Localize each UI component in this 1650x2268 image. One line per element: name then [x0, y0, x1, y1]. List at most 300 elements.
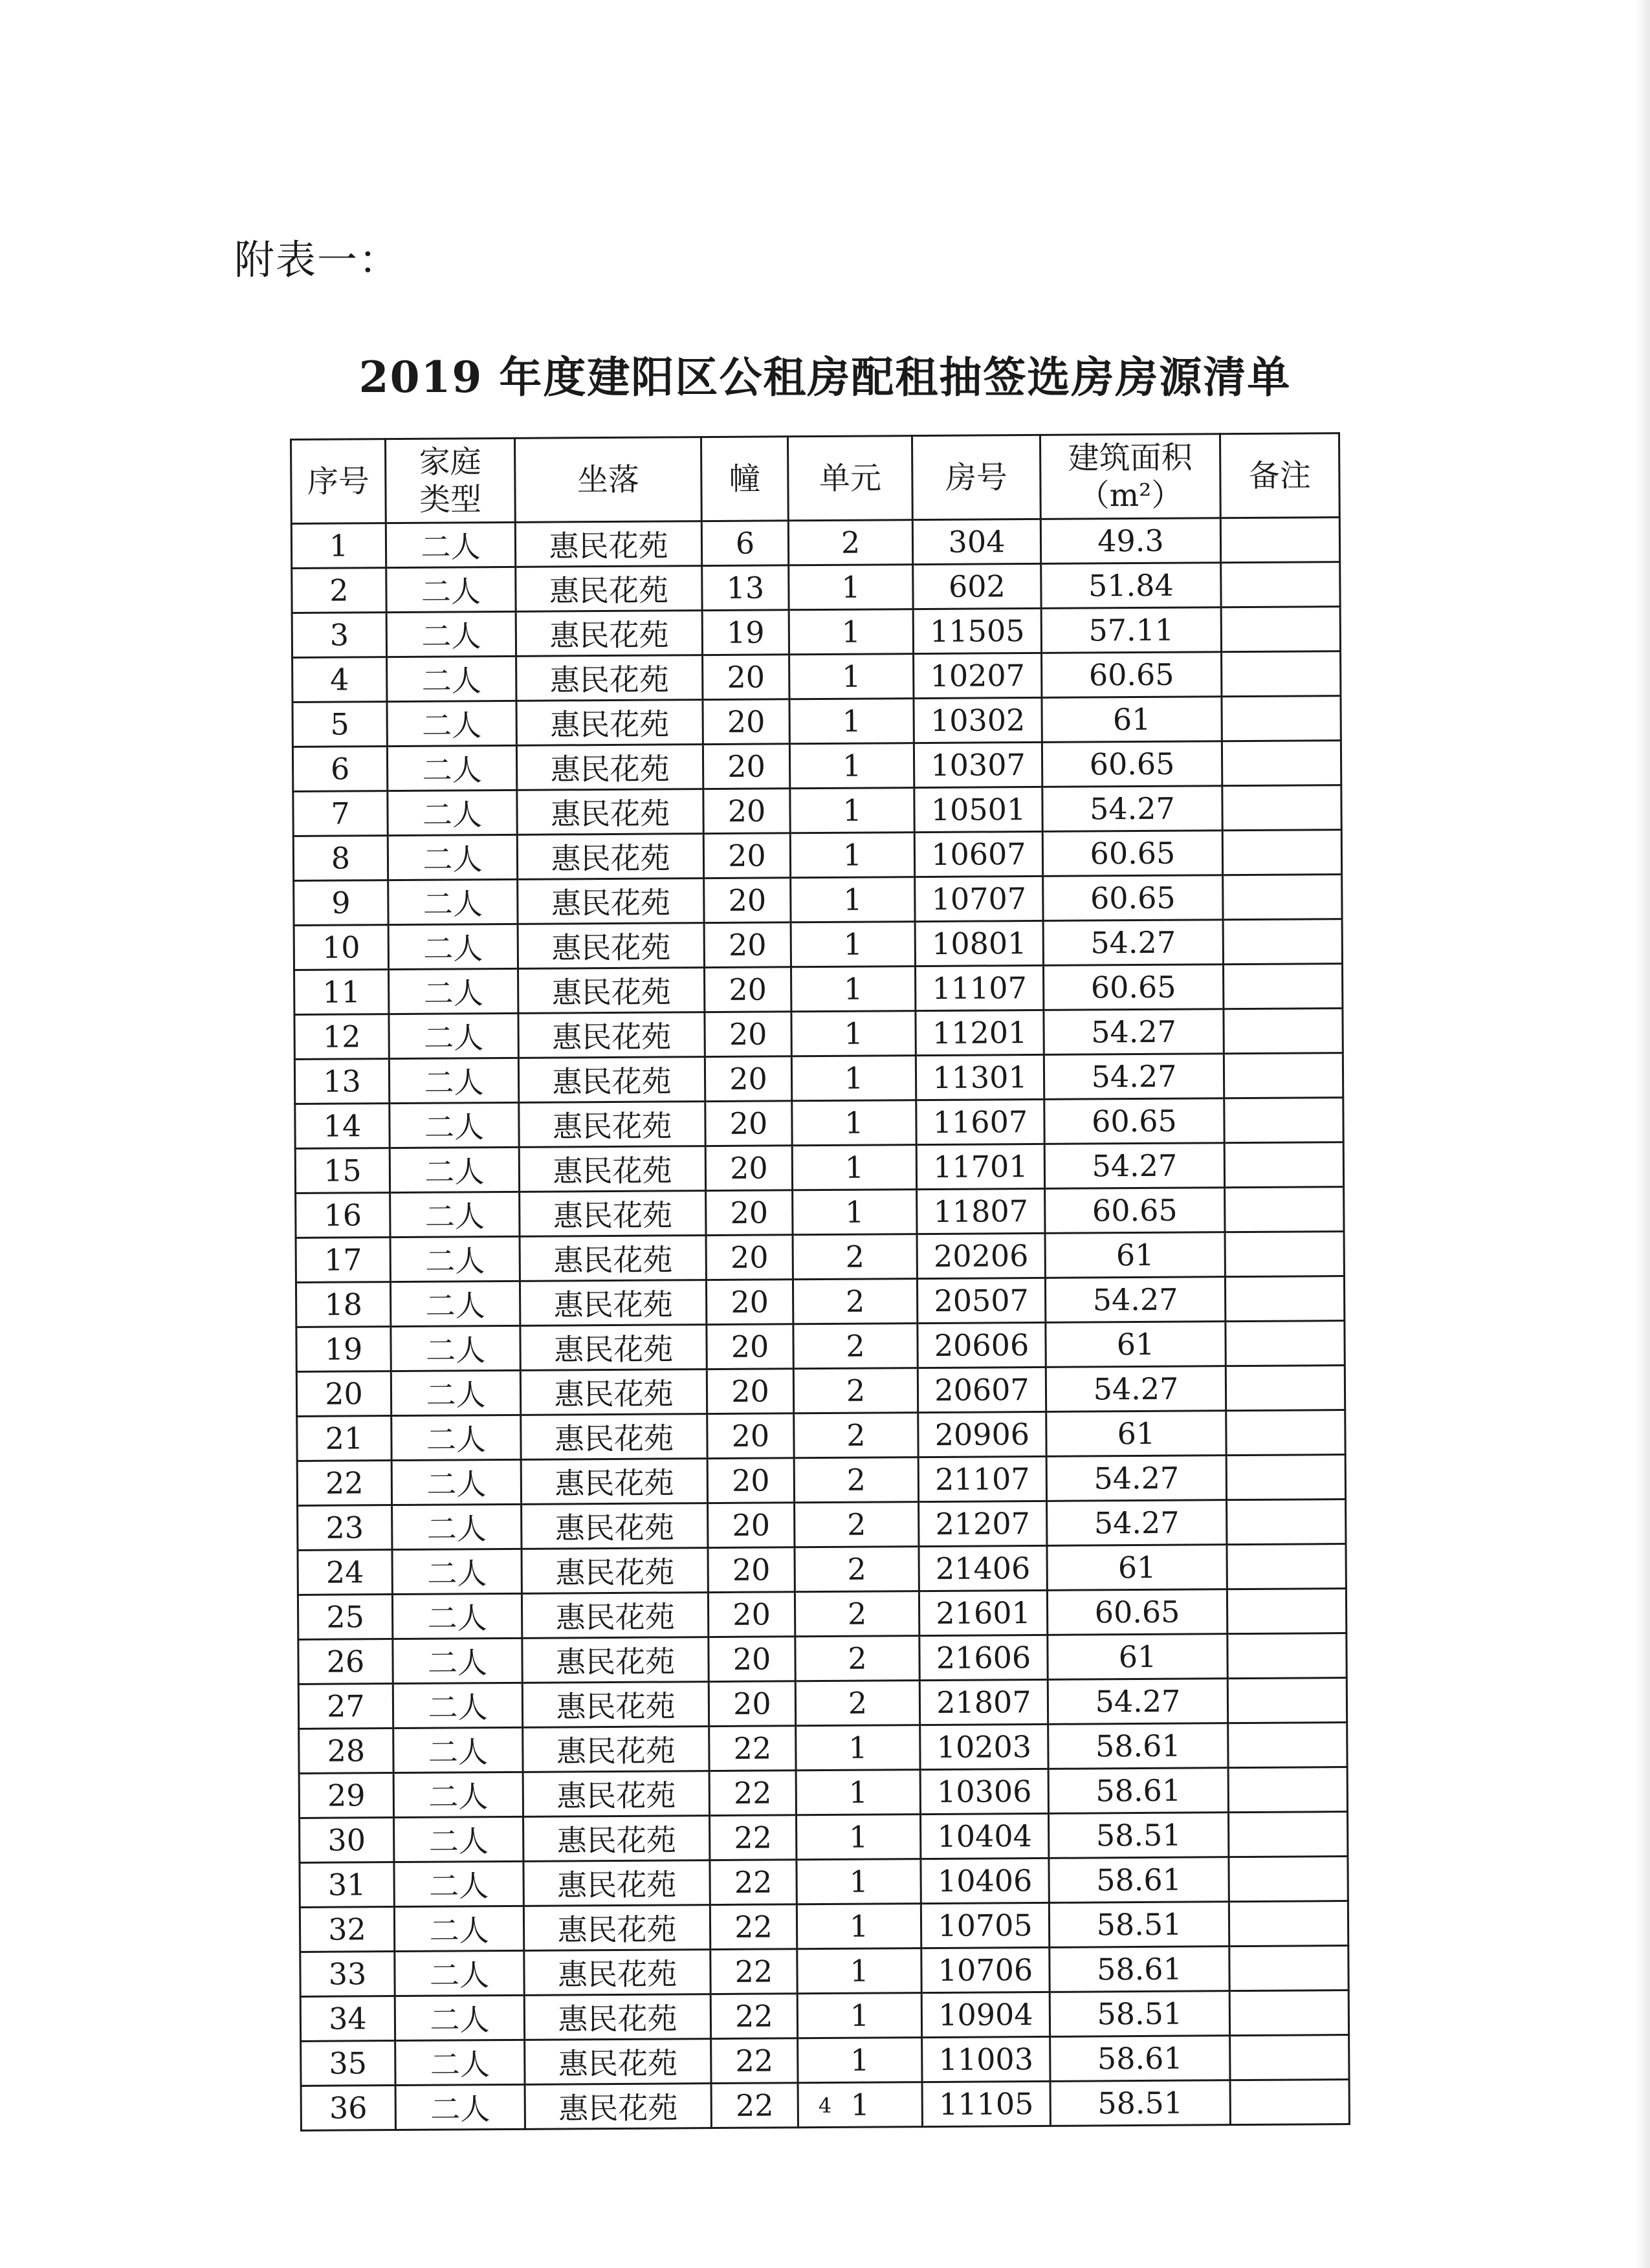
cell-location: 惠民花苑: [523, 1727, 709, 1772]
cell-unit: 1: [797, 1993, 921, 2038]
cell-area: 61: [1042, 697, 1222, 743]
cell-building: 22: [711, 2038, 798, 2084]
cell-unit: 1: [790, 788, 914, 833]
header-unit: 单元: [787, 436, 912, 521]
cell-room: 10706: [921, 1947, 1050, 1992]
cell-area: 61: [1045, 1232, 1225, 1278]
cell-building: 20: [703, 699, 789, 745]
cell-location: 惠民花苑: [516, 700, 703, 746]
cell-family-type: 二人: [389, 1013, 518, 1058]
cell-location: 惠民花苑: [518, 968, 705, 1014]
cell-location: 惠民花苑: [522, 1637, 709, 1683]
cell-building: 22: [710, 1860, 797, 1905]
cell-room: 20906: [918, 1412, 1046, 1457]
cell-area: 49.3: [1040, 518, 1220, 564]
cell-room: 10707: [915, 876, 1043, 921]
cell-room: 21807: [919, 1679, 1048, 1725]
header-area-line1: 建筑面积: [1068, 439, 1193, 477]
cell-area: 60.65: [1043, 875, 1223, 921]
cell-remark: [1227, 1678, 1347, 1723]
cell-room: 21107: [918, 1456, 1046, 1501]
cell-room: 20206: [917, 1233, 1045, 1278]
cell-building: 22: [709, 1771, 796, 1816]
cell-family-type: 二人: [391, 1459, 521, 1505]
cell-building: 20: [703, 744, 789, 789]
cell-area: 54.27: [1048, 1679, 1227, 1725]
cell-building: 20: [707, 1369, 793, 1414]
cell-location: 惠民花苑: [516, 655, 703, 701]
cell-family-type: 二人: [386, 611, 516, 657]
cell-remark: [1228, 1723, 1347, 1768]
cell-area: 54.27: [1047, 1500, 1227, 1546]
cell-location: 惠民花苑: [520, 1191, 706, 1237]
housing-listing-table: [290, 432, 1350, 2132]
cell-remark: [1227, 1544, 1346, 1589]
cell-no: 27: [298, 1684, 393, 1729]
cell-building: 20: [708, 1592, 795, 1637]
header-family-type-line1: 家庭: [419, 443, 481, 481]
cell-building: 20: [709, 1637, 795, 1682]
cell-unit: 1: [789, 743, 914, 789]
cell-no: 20: [296, 1371, 391, 1417]
cell-unit: 2: [793, 1234, 917, 1280]
table-row: [292, 607, 1340, 658]
cell-unit: 1: [789, 609, 913, 655]
cell-area: 61: [1046, 1322, 1226, 1368]
cell-remark: [1229, 1990, 1348, 2036]
cell-unit: 1: [793, 1190, 917, 1235]
cell-unit: 1: [789, 565, 913, 610]
header-no: 序号: [291, 439, 386, 524]
cell-area: 54.27: [1044, 1143, 1224, 1189]
cell-room: 10302: [914, 697, 1042, 743]
cell-family-type: 二人: [389, 1058, 518, 1103]
cell-building: 20: [703, 655, 789, 700]
cell-family-type: 二人: [388, 790, 517, 835]
cell-no: 6: [292, 747, 387, 792]
cell-location: 惠民花苑: [522, 1548, 708, 1594]
cell-remark: [1227, 1633, 1347, 1679]
cell-no: 17: [296, 1238, 390, 1283]
cell-location: 惠民花苑: [516, 611, 702, 657]
cell-building: 20: [706, 1235, 793, 1280]
cell-remark: [1225, 1232, 1344, 1277]
cell-building: 22: [711, 2083, 798, 2128]
cell-remark: [1222, 741, 1341, 786]
cell-building: 20: [705, 1101, 792, 1146]
cell-remark: [1223, 875, 1342, 920]
header-area: [1040, 434, 1220, 519]
table-row: [292, 651, 1341, 703]
header-area-line2: （m²）: [1078, 477, 1183, 514]
cell-location: 惠民花苑: [520, 1280, 706, 1326]
table-row: [297, 1410, 1345, 1461]
cell-building: 20: [705, 967, 791, 1012]
cell-room: 11505: [913, 608, 1041, 653]
cell-area: 58.51: [1050, 1991, 1229, 2037]
table-row: [293, 830, 1341, 881]
cell-location: 惠民花苑: [520, 1325, 707, 1371]
cell-unit: 2: [795, 1636, 919, 1681]
table-row: [301, 2035, 1349, 2086]
cell-area: 60.65: [1044, 1098, 1224, 1144]
cell-area: 61: [1046, 1411, 1226, 1457]
cell-family-type: 二人: [393, 1772, 523, 1817]
cell-no: 12: [294, 1014, 389, 1060]
cell-building: 19: [702, 610, 789, 655]
cell-area: 58.61: [1050, 1946, 1229, 1992]
table-row: [295, 1098, 1343, 1149]
cell-room: 10406: [921, 1858, 1049, 1903]
cell-location: 惠民花苑: [519, 1146, 705, 1192]
cell-remark: [1226, 1321, 1345, 1366]
table-row: [296, 1321, 1345, 1372]
cell-location: 惠民花苑: [520, 1236, 706, 1281]
cell-unit: 1: [798, 2038, 922, 2083]
table-row: [292, 562, 1340, 613]
cell-area: 57.11: [1041, 607, 1221, 653]
cell-location: 惠民花苑: [522, 1503, 708, 1549]
cell-remark: [1229, 1857, 1348, 1902]
cell-family-type: 二人: [386, 567, 516, 612]
cell-no: 31: [300, 1862, 394, 1908]
cell-remark: [1220, 518, 1339, 563]
cell-family-type: 二人: [395, 1995, 524, 2040]
cell-unit: 1: [797, 1904, 921, 1949]
cell-unit: 2: [788, 520, 912, 565]
cell-room: 11107: [916, 965, 1044, 1010]
table-row: [294, 1009, 1343, 1060]
cell-family-type: 二人: [387, 745, 516, 791]
cell-family-type: 二人: [390, 1102, 519, 1148]
cell-family-type: 二人: [393, 1683, 522, 1728]
cell-remark: [1225, 1276, 1344, 1322]
cell-no: 4: [292, 657, 387, 703]
table-row: [299, 1767, 1347, 1818]
header-family-type-line2: 类型: [419, 481, 482, 518]
cell-remark: [1224, 1142, 1343, 1188]
cell-unit: 2: [794, 1413, 918, 1458]
cell-family-type: 二人: [388, 834, 517, 880]
cell-remark: [1222, 651, 1341, 697]
cell-no: 7: [293, 791, 388, 836]
cell-remark: [1224, 1098, 1343, 1143]
cell-location: 惠民花苑: [525, 2084, 711, 2130]
table-row: [294, 1053, 1343, 1104]
cell-building: 20: [707, 1458, 794, 1503]
table-row: [299, 1723, 1347, 1774]
cell-family-type: 二人: [394, 1816, 523, 1862]
cell-location: 惠民花苑: [518, 1057, 705, 1103]
table-body: [291, 518, 1349, 2131]
cell-family-type: 二人: [395, 2084, 525, 2130]
cell-room: 304: [912, 519, 1040, 564]
cell-unit: 1: [792, 1145, 916, 1190]
cell-room: 10705: [921, 1903, 1049, 1948]
cell-room: 20606: [918, 1322, 1046, 1368]
table-row: [295, 1142, 1343, 1194]
cell-unit: 1: [796, 1725, 920, 1771]
cell-no: 32: [300, 1907, 394, 1952]
table-row: [300, 1946, 1348, 1997]
cell-room: 11607: [916, 1099, 1044, 1144]
table-row: [296, 1366, 1345, 1417]
cell-no: 9: [294, 880, 388, 926]
cell-no: 35: [301, 2041, 395, 2086]
table-row: [292, 696, 1341, 747]
cell-family-type: 二人: [392, 1549, 522, 1594]
cell-building: 20: [703, 789, 790, 834]
cell-building: 20: [708, 1547, 795, 1593]
cell-area: 58.61: [1049, 1857, 1229, 1903]
cell-building: 20: [705, 1056, 791, 1102]
cell-location: 惠民花苑: [521, 1459, 707, 1505]
cell-area: 54.27: [1046, 1366, 1226, 1412]
cell-location: 惠民花苑: [521, 1414, 707, 1460]
cell-no: 3: [292, 613, 386, 658]
cell-area: 60.65: [1047, 1589, 1227, 1635]
cell-location: 惠民花苑: [516, 566, 702, 612]
cell-family-type: 二人: [390, 1236, 520, 1281]
cell-location: 惠民花苑: [524, 1994, 710, 2040]
cell-unit: 2: [795, 1681, 919, 1726]
cell-unit: 1: [791, 1011, 916, 1056]
cell-room: 10904: [921, 1992, 1050, 2037]
cell-area: 58.51: [1049, 1813, 1229, 1859]
cell-room: 11807: [917, 1188, 1045, 1234]
cell-location: 惠民花苑: [522, 1682, 709, 1728]
cell-no: 10: [294, 925, 388, 970]
cell-family-type: 二人: [395, 2040, 525, 2085]
cell-room: 11201: [916, 1010, 1044, 1055]
cell-family-type: 二人: [386, 522, 515, 567]
cell-unit: 1: [797, 1815, 921, 1860]
cell-building: 20: [707, 1413, 794, 1459]
cell-family-type: 二人: [390, 1147, 519, 1192]
cell-unit: 2: [795, 1502, 919, 1547]
cell-room: 11301: [916, 1054, 1044, 1100]
cell-remark: [1224, 1009, 1343, 1054]
cell-room: 21207: [919, 1501, 1047, 1546]
cell-unit: 1: [791, 966, 916, 1012]
cell-remark: [1229, 1946, 1348, 1991]
cell-family-type: 二人: [390, 1281, 520, 1326]
cell-unit: 1: [796, 1770, 920, 1815]
table-row: [293, 785, 1341, 836]
cell-no: 5: [292, 702, 387, 747]
header-remark: 备注: [1220, 433, 1339, 518]
cell-area: 54.27: [1043, 920, 1223, 966]
cell-location: 惠民花苑: [516, 745, 703, 791]
cell-area: 58.51: [1049, 1902, 1229, 1948]
cell-area: 54.27: [1044, 1009, 1224, 1055]
cell-remark: [1221, 562, 1340, 607]
cell-family-type: 二人: [393, 1727, 523, 1772]
cell-room: 10607: [914, 831, 1042, 877]
cell-no: 16: [296, 1193, 390, 1238]
cell-building: 22: [710, 1949, 797, 1994]
cell-room: 11105: [922, 2081, 1050, 2126]
cell-area: 60.65: [1042, 741, 1222, 787]
cell-room: 10801: [915, 921, 1043, 966]
cell-building: 20: [704, 878, 791, 923]
table-row: [294, 964, 1343, 1015]
cell-family-type: 二人: [391, 1325, 520, 1371]
cell-family-type: 二人: [391, 1370, 520, 1415]
cell-area: 54.27: [1044, 1054, 1224, 1100]
table-row: [300, 1857, 1348, 1908]
table-row: [298, 1499, 1346, 1551]
cell-no: 33: [300, 1952, 395, 1997]
cell-remark: [1228, 1812, 1347, 1857]
cell-location: 惠民花苑: [525, 2039, 711, 2085]
cell-area: 60.65: [1045, 1188, 1225, 1234]
cell-no: 11: [294, 970, 389, 1015]
cell-area: 58.61: [1048, 1723, 1228, 1769]
table-row: [296, 1232, 1344, 1283]
cell-location: 惠民花苑: [519, 1102, 705, 1148]
cell-room: 10404: [921, 1813, 1049, 1859]
cell-no: 29: [299, 1773, 393, 1818]
table-row: [300, 1901, 1348, 1952]
cell-location: 惠民花苑: [517, 834, 703, 880]
cell-unit: 1: [791, 922, 915, 967]
cell-family-type: 二人: [390, 1192, 520, 1237]
cell-no: 2: [292, 568, 386, 613]
cell-unit: 2: [793, 1324, 918, 1369]
cell-building: 20: [704, 922, 791, 968]
table-row: [292, 741, 1341, 792]
cell-no: 15: [295, 1148, 390, 1194]
table-row: [294, 875, 1342, 926]
cell-room: 21601: [919, 1590, 1047, 1635]
cell-no: 13: [294, 1059, 389, 1104]
cell-area: 60.65: [1042, 831, 1222, 877]
cell-room: 20607: [918, 1367, 1046, 1412]
cell-room: 10203: [920, 1724, 1048, 1769]
cell-family-type: 二人: [394, 1906, 523, 1951]
cell-family-type: 二人: [388, 879, 518, 924]
cell-unit: 1: [790, 833, 914, 878]
table-row: [298, 1678, 1347, 1729]
cell-location: 惠民花苑: [523, 1860, 710, 1906]
cell-building: 20: [703, 833, 790, 878]
cell-family-type: 二人: [388, 924, 518, 969]
scan-page-edge: [1636, 0, 1650, 2268]
table-row: [298, 1633, 1347, 1685]
cell-building: 20: [707, 1324, 793, 1369]
cell-family-type: 二人: [387, 701, 516, 746]
cell-no: 21: [297, 1416, 391, 1461]
cell-unit: 1: [791, 1056, 916, 1101]
cell-building: 20: [708, 1503, 795, 1548]
cell-unit: 1: [797, 1859, 921, 1904]
cell-area: 51.84: [1041, 563, 1221, 609]
cell-building: 20: [705, 1012, 791, 1057]
cell-unit: 1: [789, 654, 914, 699]
cell-remark: [1223, 919, 1342, 965]
table-row: [296, 1187, 1344, 1238]
cell-unit: 2: [793, 1368, 918, 1413]
cell-no: 25: [298, 1595, 392, 1640]
cell-area: 54.27: [1042, 786, 1222, 832]
cell-no: 30: [300, 1818, 394, 1863]
cell-family-type: 二人: [389, 968, 518, 1014]
cell-remark: [1222, 696, 1341, 741]
cell-area: 60.65: [1042, 652, 1222, 698]
header-building: 幢: [701, 437, 788, 521]
cell-area: 58.61: [1048, 1768, 1228, 1814]
table-row: [296, 1276, 1344, 1327]
cell-location: 惠民花苑: [523, 1816, 710, 1862]
cell-remark: [1223, 964, 1342, 1009]
cell-building: 22: [710, 1815, 797, 1860]
cell-unit: 1: [789, 699, 914, 744]
cell-area: 61: [1048, 1634, 1227, 1680]
header-room: 房号: [912, 435, 1040, 519]
cell-no: 26: [298, 1639, 393, 1685]
cell-remark: [1224, 1053, 1343, 1098]
cell-remark: [1222, 830, 1341, 875]
table-row: [294, 919, 1342, 970]
cell-unit: 2: [795, 1547, 919, 1592]
cell-room: 21606: [919, 1635, 1048, 1680]
cell-family-type: 二人: [395, 1950, 524, 1996]
cell-family-type: 二人: [391, 1415, 521, 1460]
cell-area: 60.65: [1043, 965, 1223, 1010]
cell-building: 13: [702, 565, 789, 611]
header-location: 坐落: [515, 437, 702, 523]
table-row: [298, 1544, 1346, 1595]
cell-building: 22: [710, 1994, 797, 2039]
cell-no: 14: [295, 1104, 390, 1149]
cell-no: 18: [296, 1282, 390, 1327]
cell-area: 61: [1047, 1545, 1227, 1591]
cell-remark: [1226, 1455, 1345, 1500]
cell-unit: 1: [791, 877, 915, 922]
cell-room: 10207: [914, 653, 1042, 698]
cell-area: 58.61: [1050, 2036, 1230, 2082]
cell-remark: [1226, 1410, 1345, 1456]
cell-no: 36: [301, 2086, 395, 2131]
cell-location: 惠民花苑: [520, 1369, 707, 1415]
cell-building: 20: [709, 1681, 795, 1727]
cell-no: 34: [300, 1996, 395, 2042]
cell-family-type: 二人: [392, 1593, 522, 1639]
cell-room: 21406: [919, 1545, 1047, 1591]
attachment-label: 附表一：: [234, 236, 401, 283]
cell-remark: [1229, 1901, 1348, 1946]
cell-location: 惠民花苑: [523, 1771, 709, 1817]
table-row: [300, 1990, 1348, 2042]
cell-room: 602: [913, 563, 1041, 609]
cell-location: 惠民花苑: [515, 521, 701, 567]
cell-building: 6: [701, 521, 788, 566]
cell-unit: 1: [797, 1948, 921, 1994]
cell-building: 22: [710, 1904, 797, 1950]
document-title: 2019 年度建阳区公租房配租抽签选房房源清单: [358, 352, 1292, 402]
cell-building: 20: [706, 1280, 793, 1325]
page-number: 4: [818, 2093, 832, 2118]
cell-no: 28: [299, 1728, 393, 1774]
cell-location: 惠民花苑: [518, 878, 704, 924]
cell-family-type: 二人: [387, 656, 516, 701]
table-row: [291, 518, 1339, 569]
cell-building: 20: [706, 1190, 793, 1236]
cell-remark: [1228, 1767, 1347, 1813]
table-header-row: [291, 433, 1340, 524]
cell-location: 惠民花苑: [518, 1012, 705, 1058]
